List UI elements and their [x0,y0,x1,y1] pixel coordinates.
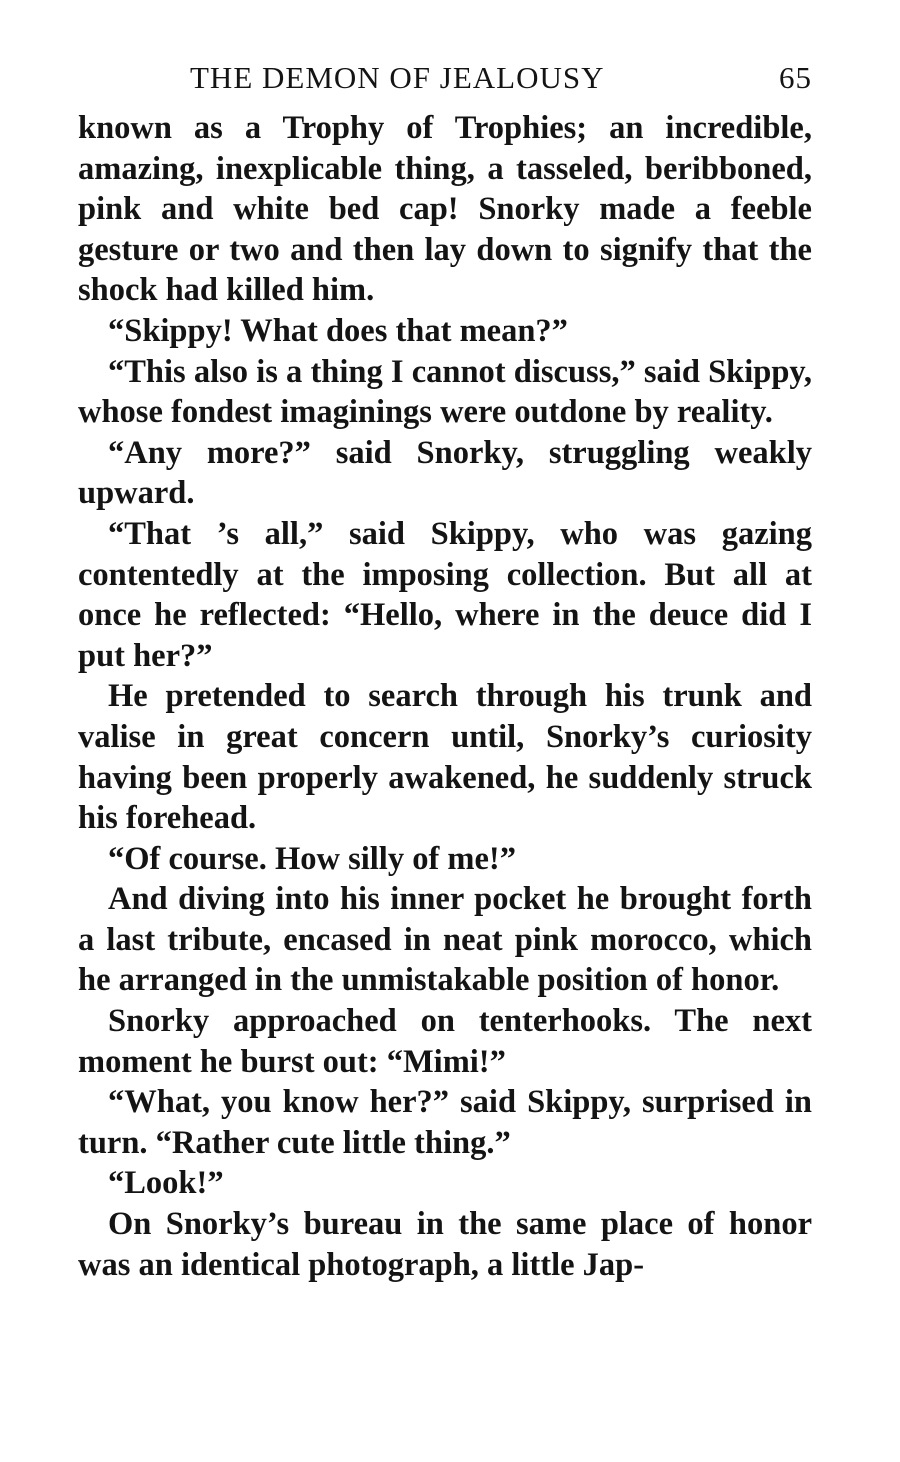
paragraph: “Of course. How silly of me!” [108,840,516,877]
book-page [78,58,812,1285]
paragraph: He pretended to search through his trunk and valise in great concern until, Snorky’s curiosity having been properly awakened, he suddenly struck his forehead. [78,678,812,837]
paragraph: “Look!” [108,1165,224,1202]
paragraph: And diving into his inner pocket he brought forth a last tribute, encased in neat pink morocco, which he arranged in the unmistakable position of honor. [78,881,812,999]
page-number: 65 [779,60,812,95]
paragraph: “Skippy! What does that mean?” [108,312,568,349]
paragraph: “That ’s all,” said Skippy, who was gazing contentedly at the imposing collection. But all at once he reflected: “Hello, where in the deuce did I put her?” [78,515,812,674]
paragraph: Snorky approached on tenterhooks. The next moment he burst out: “Mimi!” [78,1003,812,1080]
paragraph: On Snorky’s bureau in the same place of honor was an identical photograph, a little Jap- [78,1206,812,1283]
body-text [78,108,812,1285]
running-head [78,58,812,108]
running-title: THE DEMON OF JEALOUSY [190,60,605,95]
paragraph: “Any more?” said Snorky, struggling weakly upward. [78,434,812,512]
paragraph: “This also is a thing I cannot discuss,” said Skippy, whose fondest imaginings were outdone by reality. [78,353,812,431]
paragraph: “What, you know her?” said Skippy, surprised in turn. “Rather cute little thing.” [78,1084,812,1161]
paragraph: known as a Trophy of Trophies; an incredible, amazing, inexplicable thing, a tasseled, beribboned, pink and white bed cap! Snorky made a feeble gesture or two and then lay down to signify that the shock had killed him. [78,110,812,309]
